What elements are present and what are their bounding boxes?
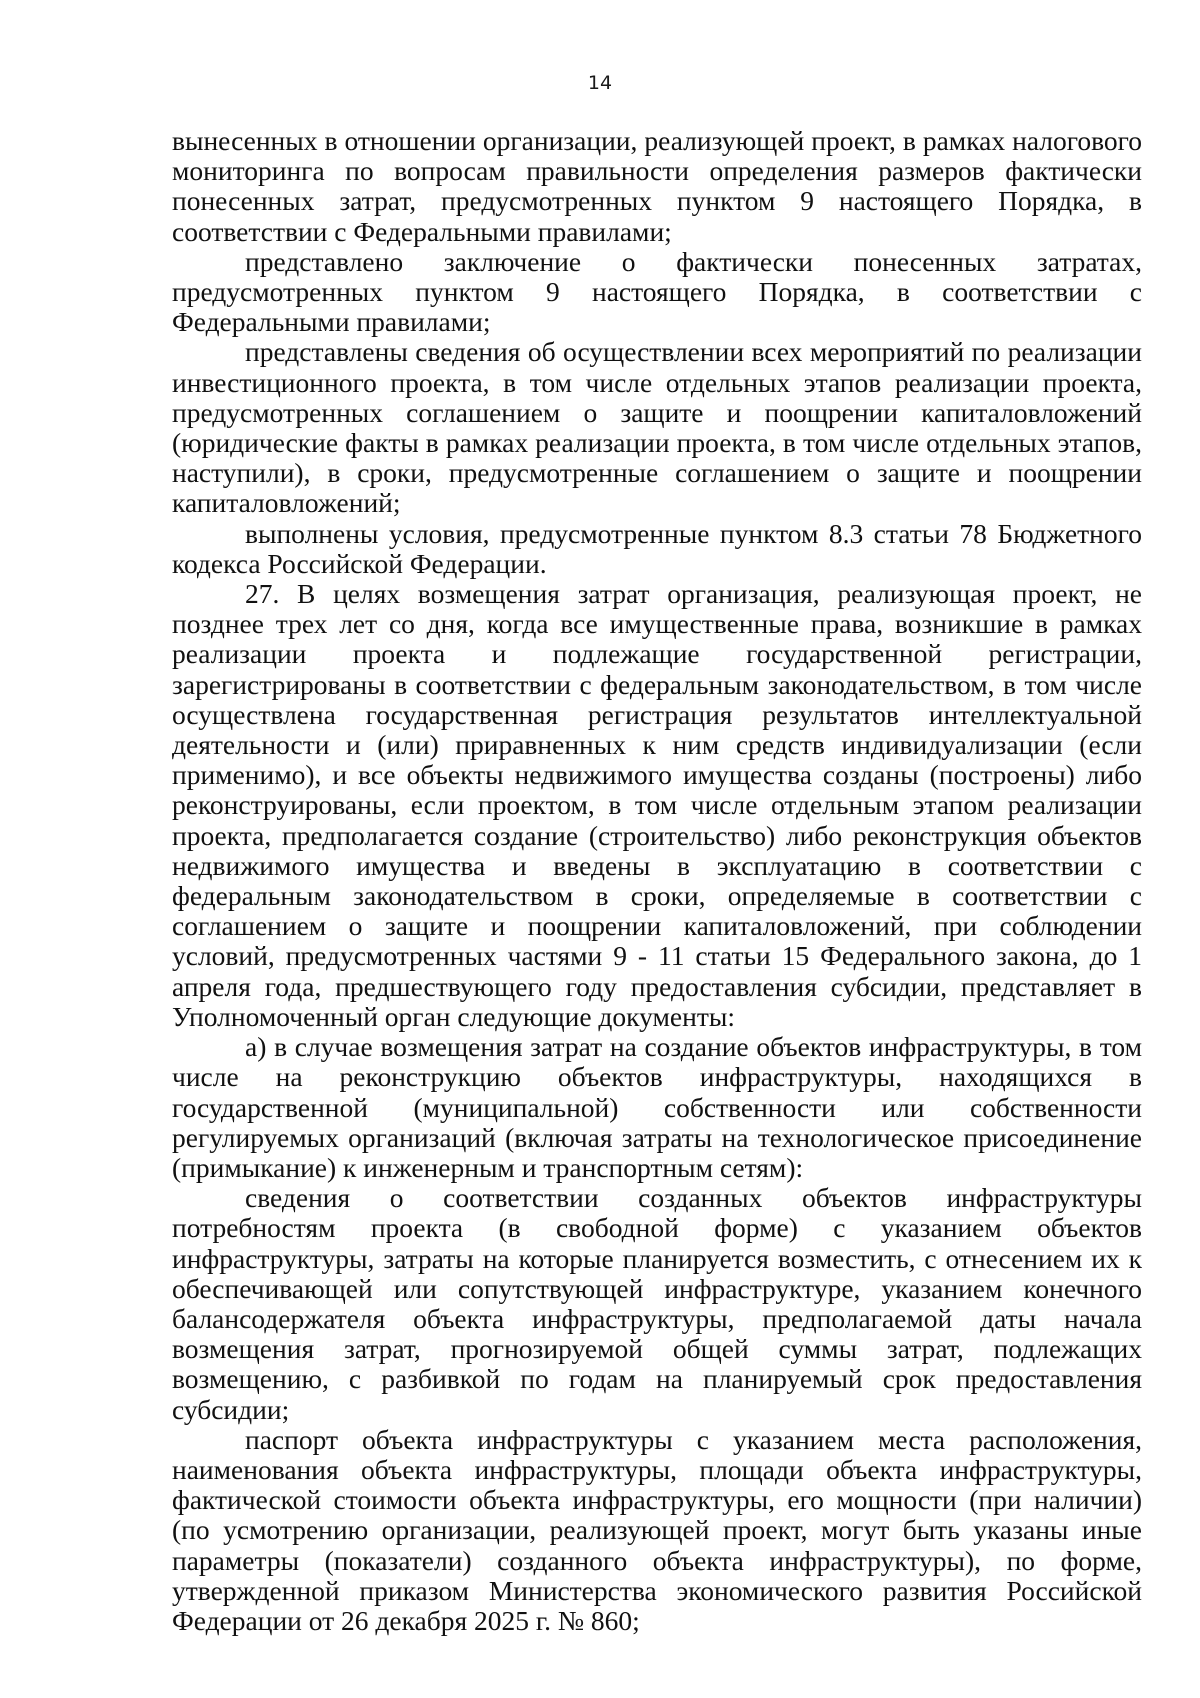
page-number: 14 [587, 72, 613, 94]
paragraph-item-27: 27. В целях возмещения затрат организация, реализующая проект, не позднее трех лет со дня, когда все имущественные права, возникшие в рамках реализации проекта и подлежащие государственной регистрации, зарегистрированы в соответствии с федеральным законодательством, в том числе осуществлена государственная регистрация результатов интеллектуальной деятельности и (или) приравненных к ним средств индивидуализации (если применимо), и все объекты недвижимого имущества созданы (построены) либо реконструированы, если проектом, в том числе отдельным этапом реализации проекта, предполагается создание (строительство) либо реконструкция объектов недвижимого имущества и введены в эксплуатацию в соответствии с федеральным законодательством в сроки, определяемые в соответствии с соглашением о защите и поощрении капиталовложений, при соблюдении условий, предусмотренных частями 9 - 11 статьи 15 Федерального закона, до 1 апреля года, предшествующего году предоставления субсидии, представляет в Уполномоченный орган следующие документы: [172, 578, 1142, 1032]
document-body [172, 126, 1142, 1636]
paragraph-activities-info: представлены сведения об осуществлении всех мероприятий по реализации инвестиционного проекта, в том числе отдельных этапов реализации проекта, предусмотренных соглашением о защите и поощрении капиталовложений (юридические факты в рамках реализации проекта, в том числе отдельных этапов, наступили), в сроки, предусмотренные соглашением о защите и поощрении капиталовложений; [172, 336, 1142, 519]
paragraph-subitem-a: а) в случае возмещения затрат на создание объектов инфраструктуры, в том числе на реконструкцию объектов инфраструктуры, находящихся в государственной (муниципальной) собственности или собственности регулируемых организаций (включая затраты на технологическое присоединение (примыкание) к инженерным и транспортным сетям): [172, 1031, 1142, 1183]
paragraph-continuation: вынесенных в отношении организации, реализующей проект, в рамках налогового мониторинга по вопросам правильности определения размеров фактически понесенных затрат, предусмотренных пунктом 9 настоящего Порядка, в соответствии с Федеральными правилами; [172, 125, 1142, 247]
paragraph-infrastructure-passport: паспорт объекта инфраструктуры с указанием места расположения, наименования объекта инфраструктуры, площади объекта инфраструктуры, фактической стоимости объекта инфраструктуры, его мощности (при наличии) (по усмотрению организации, реализующей проект, могут быть указаны иные параметры (показатели) созданного объекта инфраструктуры), по форме, утвержденной приказом Министерства экономического развития Российской Федерации от 26 декабря 2025 г. № 860; [172, 1423, 1142, 1636]
paragraph-infrastructure-info: сведения о соответствии созданных объектов инфраструктуры потребностям проекта (в свободной форме) с указанием объектов инфраструктуры, затраты на которые планируется возместить, с отнесением их к обеспечивающей или сопутствующей инфраструктуре, указанием конечного балансодержателя объекта инфраструктуры, предполагаемой даты начала возмещения затрат, прогнозируемой общей суммы затрат, подлежащих возмещению, с разбивкой по годам на планируемый срок предоставления субсидии; [172, 1182, 1142, 1425]
paragraph-conclusion-provided: представлено заключение о фактически понесенных затратах, предусмотренных пунктом 9 настоящего Порядка, в соответствии с Федеральными правилами; [172, 245, 1142, 338]
paragraph-budget-conditions: выполнены условия, предусмотренные пунктом 8.3 статьи 78 Бюджетного кодекса Российской Федерации. [172, 517, 1142, 579]
